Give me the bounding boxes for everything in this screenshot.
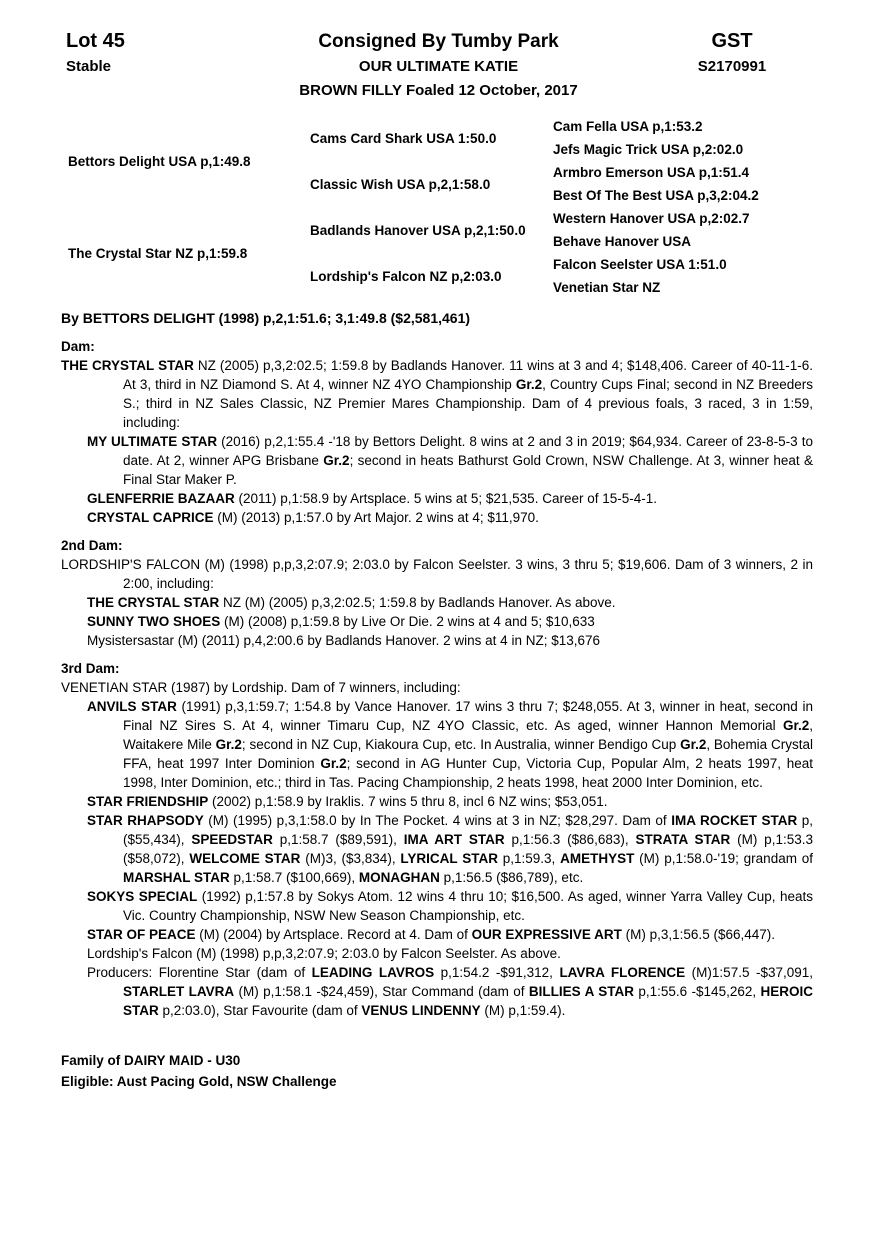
pedigree-paragraph: SUNNY TWO SHOES (M) (2008) p,1:59.8 by Live Or Die. 2 wins at 4 and 5; $10,633 xyxy=(87,614,595,629)
header xyxy=(0,0,877,103)
pedigree-dam-dam: Lordship's Falcon NZ p,2:03.0 xyxy=(310,268,502,284)
pedigree-sections xyxy=(61,337,813,1020)
section-dam xyxy=(61,337,813,527)
pedigree-paragraph: MY ULTIMATE STAR (2016) p,2,1:55.4 -'18 by Bettors Delight. 8 wins at 2 and 3 in 2019; $64,934. Career of 23-8-5-3 to date. At 2, winner APG Brisbane Gr.2; second in heats Bathurst Gold Crown, NSW Challenge. At 3, winner heat & Final Star Maker P. xyxy=(87,434,813,487)
pedigree-paragraph: THE CRYSTAL STAR NZ (M) (2005) p,3,2:02.5; 1:59.8 by Badlands Hanover. As above. xyxy=(87,595,616,610)
pedigree-ancestor: Best Of The Best USA p,3,2:04.2 xyxy=(553,188,759,203)
pedigree-paragraph: CRYSTAL CAPRICE (M) (2013) p,1:57.0 by Art Major. 2 wins at 4; $11,970. xyxy=(87,510,539,525)
family-line: Family of DAIRY MAID - U30 xyxy=(61,1053,241,1068)
registration-number: S2170991 xyxy=(697,58,767,75)
pedigree-paragraph: SOKYS SPECIAL (1992) p,1:57.8 by Sokys Atom. 12 wins 4 thru 10; $16,500. As aged, winner Yarra Valley Cup, heats Vic. Country Championship, NSW New Season Championship, etc. xyxy=(87,889,814,923)
pedigree-paragraph: VENETIAN STAR (1987) by Lordship. Dam of 7 winners, including: xyxy=(61,680,461,695)
stable-label: Stable xyxy=(66,58,112,75)
pedigree-paragraph: GLENFERRIE BAZAAR (2011) p,1:58.9 by Artsplace. 5 wins at 5; $21,535. Career of 15-5-4-1. xyxy=(87,491,657,506)
pedigree-dam: The Crystal Star NZ p,1:59.8 xyxy=(68,245,248,261)
pedigree-ancestor: Armbro Emerson USA p,1:51.4 xyxy=(553,165,750,180)
pedigree-ancestor: Western Hanover USA p,2:02.7 xyxy=(553,211,750,226)
pedigree-paragraph: Lordship's Falcon (M) (1998) p,p,3,2:07.9; 2:03.0 by Falcon Seelster. As above. xyxy=(87,946,561,961)
pedigree-ancestor: Jefs Magic Trick USA p,2:02.0 xyxy=(553,142,744,157)
sire-summary-line: By BETTORS DELIGHT (1998) p,2,1:51.6; 3,1:49.8 ($2,581,461) xyxy=(61,310,471,326)
horse-name: OUR ULTIMATE KATIE xyxy=(358,58,519,75)
pedigree-sire-dam: Classic Wish USA p,2,1:58.0 xyxy=(310,176,491,192)
section-heading: Dam: xyxy=(61,339,95,354)
pedigree-paragraph: LORDSHIP'S FALCON (M) (1998) p,p,3,2:07.9; 2:03.0 by Falcon Seelster. 3 wins, 3 thru 5; $19,606. Dam of 3 winners, 2 in 2:00, including: xyxy=(61,557,813,591)
pedigree-ancestor: Venetian Star NZ xyxy=(553,280,661,295)
section-third-dam xyxy=(61,659,813,1020)
pedigree-paragraph: ANVILS STAR (1991) p,3,1:59.7; 1:54.8 by Vance Hanover. 17 wins 3 thru 7; $248,055. At 3, winner in heat, second in Final NZ Sires S. At 4, winner Timaru Cup, NZ 4YO Classic, etc. As aged, winner Hannon Memorial Gr.2, Waitakere Mile Gr.2; second in NZ Cup, Kiakoura Cup, etc. In Australia, winner Bendigo Cup Gr.2, Bohemia Crystal FFA, heat 1997 Inter Dominion Gr.2; second in AG Hunter Cup, Victoria Cup, Popular Alm, 2 heats 1997, heat 1998, Inter Dominion, etc.; third in Tas. Pacing Championship, 2 heats 1998, heat 2000 Inter Dominion, etc. xyxy=(87,699,813,790)
footer xyxy=(61,1050,813,1092)
pedigree-ancestor: Cam Fella USA p,1:53.2 xyxy=(553,119,703,134)
header-row-2 xyxy=(60,55,817,79)
header-row-3 xyxy=(60,79,817,103)
pedigree-dam-sire: Badlands Hanover USA p,2,1:50.0 xyxy=(310,222,526,238)
foaled-description: BROWN FILLY Foaled 12 October, 2017 xyxy=(299,82,578,99)
pedigree-ancestor: Falcon Seelster USA 1:51.0 xyxy=(553,257,727,272)
pedigree-table xyxy=(60,115,817,299)
pedigree-paragraph: STAR FRIENDSHIP (2002) p,1:58.9 by Iraklis. 7 wins 5 thru 8, incl 6 NZ wins; $53,051. xyxy=(87,794,608,809)
gst-label: GST xyxy=(711,30,753,52)
pedigree-paragraph: STAR OF PEACE (M) (2004) by Artsplace. Record at 4. Dam of OUR EXPRESSIVE ART (M) p,3,1:56.5 ($66,447). xyxy=(87,927,775,942)
eligible-line: Eligible: Aust Pacing Gold, NSW Challenge xyxy=(61,1074,337,1089)
pedigree-paragraph: Mysistersastar (M) (2011) p,4,2:00.6 by Badlands Hanover. 2 wins at 4 in NZ; $13,676 xyxy=(87,633,600,648)
section-heading: 3rd Dam: xyxy=(61,661,120,676)
section-second-dam xyxy=(61,536,813,650)
pedigree-paragraph: Producers: Florentine Star (dam of LEADING LAVROS p,1:54.2 -$91,312, LAVRA FLORENCE (M)1:57.5 -$37,091, STARLET LAVRA (M) p,1:58.1 -$24,459), Star Command (dam of BILLIES A STAR p,1:55.6 -$145,262, HEROIC STAR p,2:03.0), Star Favourite (dam of VENUS LINDENNY (M) p,1:59.4). xyxy=(87,965,814,1018)
pedigree-paragraph: STAR RHAPSODY (M) (1995) p,3,1:58.0 by In The Pocket. 4 wins at 3 in NZ; $28,297. Dam of IMA ROCKET STAR p, ($55,434), SPEEDSTAR p,1:58.7 ($89,591), IMA ART STAR p,1:56.3 ($86,683), STRATA STAR (M) p,1:53.3 ($58,072), WELCOME STAR (M)3, ($3,834), LYRICAL STAR p,1:59.3, AMETHYST (M) p,1:58.0-'19; grandam of MARSHAL STAR p,1:58.7 ($100,669), MONAGHAN p,1:56.5 ($86,789), etc. xyxy=(87,813,814,885)
lot-number: Lot 45 xyxy=(66,30,125,52)
pedigree-ancestor: Behave Hanover USA xyxy=(553,234,692,249)
consignor-title: Consigned By Tumby Park xyxy=(318,31,559,52)
pedigree-generation-2 xyxy=(305,115,550,299)
header-row-1 xyxy=(60,28,817,55)
pedigree-sire: Bettors Delight USA p,1:49.8 xyxy=(68,153,251,169)
section-heading: 2nd Dam: xyxy=(61,538,123,553)
pedigree-generation-1 xyxy=(60,115,305,299)
pedigree-paragraph: THE CRYSTAL STAR NZ (2005) p,3,2:02.5; 1:59.8 by Badlands Hanover. 11 wins at 3 and 4; $148,406. Career of 40-11-1-6. At 3, third in NZ Diamond S. At 4, winner NZ 4YO Championship Gr.2, Country Cups Final; second in NZ Breeders S.; third in NZ Sales Classic, NZ Premier Mares Championship. Dam of 4 previous foals, 3 raced, 3 in 1:59, including: xyxy=(61,358,813,430)
pedigree-generation-3 xyxy=(550,115,817,299)
pedigree-sire-sire: Cams Card Shark USA 1:50.0 xyxy=(310,130,497,146)
